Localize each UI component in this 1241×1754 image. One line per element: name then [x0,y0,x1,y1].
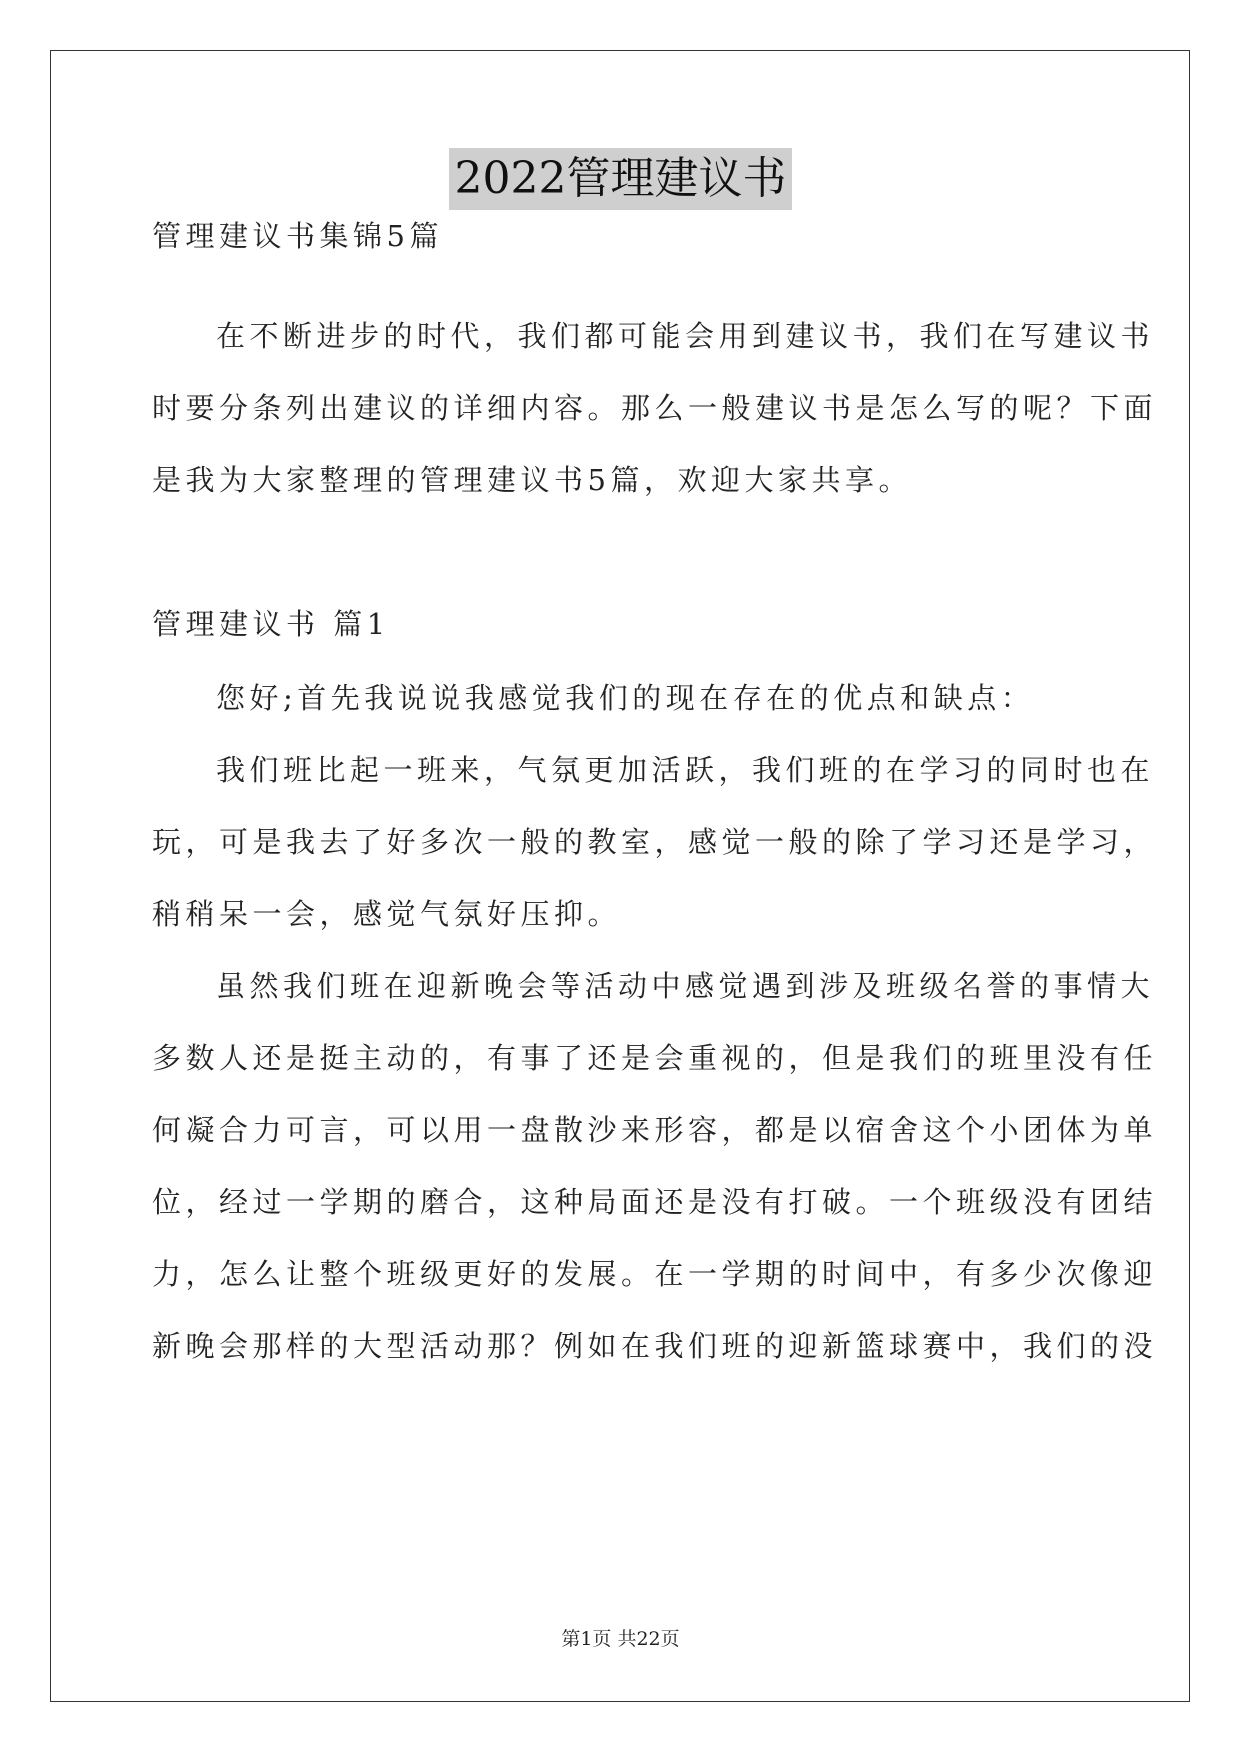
body-line: 力，怎么让整个班级更好的发展。在一学期的时间中，有多少次像迎 [152,1257,1158,1291]
document-title [0,148,1241,210]
intro-line: 时要分条列出建议的详细内容。那么一般建议书是怎么写的呢？下面 [152,391,1158,425]
subtitle: 管理建议书集锦5篇 [152,219,443,253]
body-line: 稍稍呆一会，感觉气氛好压抑。 [152,897,622,931]
body-line: 您好;首先我说说我感觉我们的现在存在的优点和缺点： [216,681,1035,715]
body-line: 玩，可是我去了好多次一般的教室，感觉一般的除了学习还是学习， [152,825,1158,859]
body-line: 虽然我们班在迎新晚会等活动中感觉遇到涉及班级名誉的事情大 [216,969,1155,1003]
intro-line: 是我为大家整理的管理建议书5篇，欢迎大家共享。 [152,463,912,497]
page-number: 第1页 共22页 [561,1628,680,1650]
document-title-text: 2022管理建议书 [449,148,793,210]
intro-line: 在不断进步的时代，我们都可能会用到建议书，我们在写建议书 [216,319,1155,353]
body-line: 何凝合力可言，可以用一盘散沙来形容，都是以宿舍这个小团体为单 [152,1113,1158,1147]
page-frame [50,50,1190,1702]
section-heading: 管理建议书 篇1 [152,607,390,641]
body-line: 位，经过一学期的磨合，这种局面还是没有打破。一个班级没有团结 [152,1185,1158,1219]
body-line: 我们班比起一班来，气氛更加活跃，我们班的在学习的同时也在 [216,753,1155,787]
body-line: 新晚会那样的大型活动那？例如在我们班的迎新篮球赛中，我们的没 [152,1329,1158,1363]
body-line: 多数人还是挺主动的，有事了还是会重视的，但是我们的班里没有任 [152,1041,1158,1075]
